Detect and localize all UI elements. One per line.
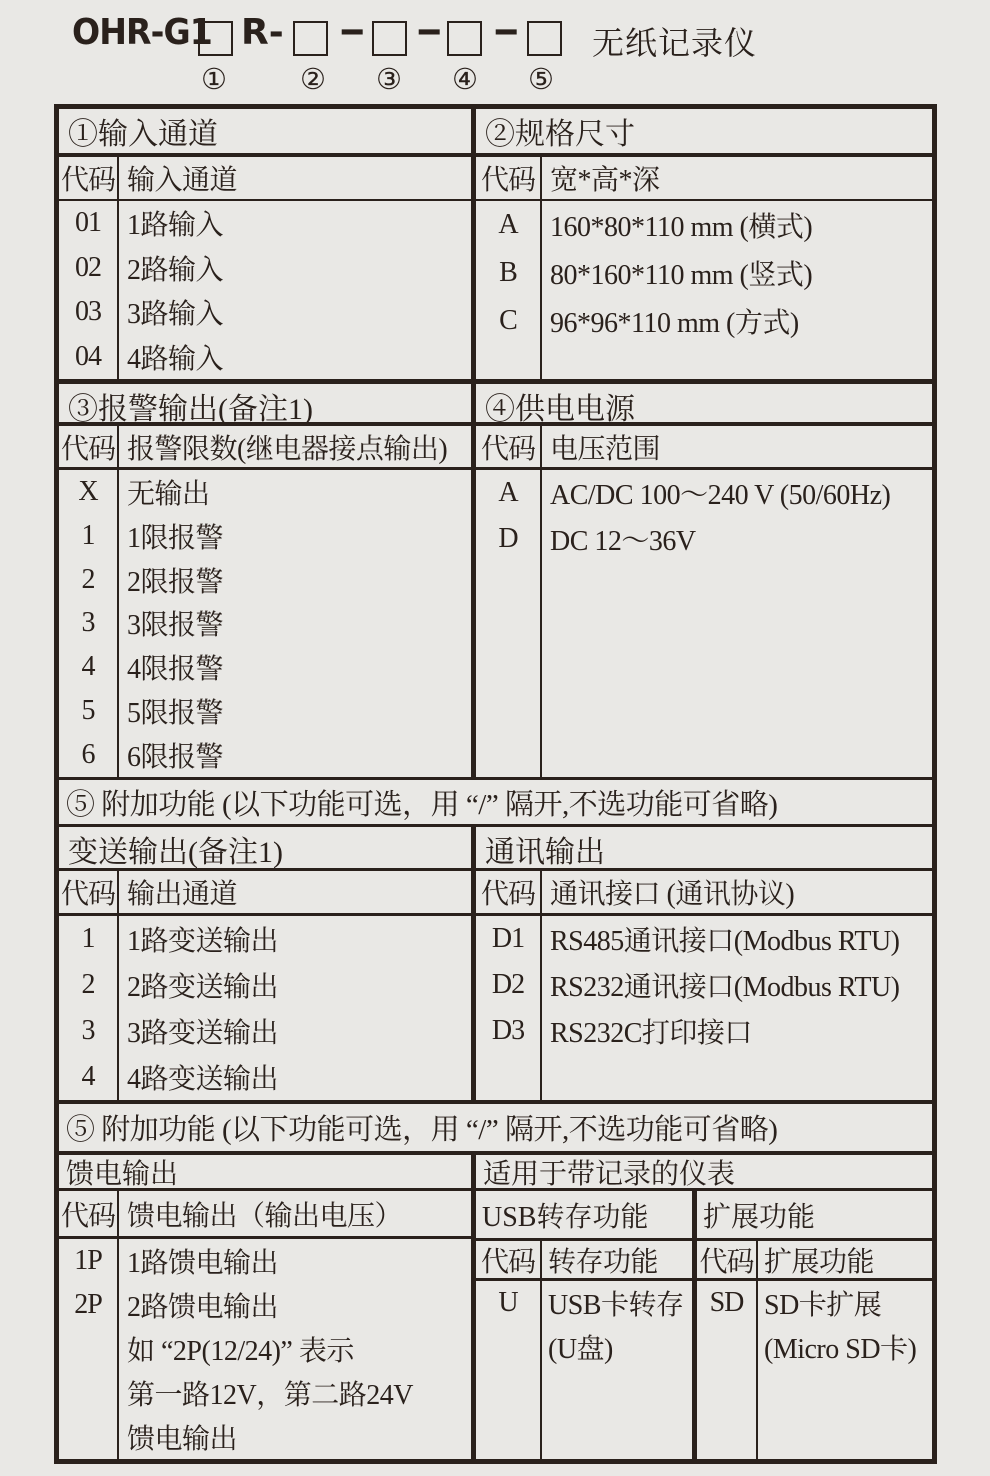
desc-cell: 4路变送输出 xyxy=(127,1064,279,1095)
desc-cell: 3限报警 xyxy=(127,610,224,642)
desc-cell: 160*80*110 mm (横式) xyxy=(550,212,813,243)
column-header-row-2 xyxy=(59,426,932,470)
model-dash-1: - xyxy=(338,10,367,51)
desc-cell: 5限报警 xyxy=(127,698,224,730)
data-row-band-3 xyxy=(59,916,932,1104)
code-header: 代码 xyxy=(480,433,535,465)
desc-cell: 3路变送输出 xyxy=(127,1018,279,1049)
section-title-row-3 xyxy=(59,827,932,871)
code-header: 代码 xyxy=(480,1246,535,1278)
desc-header: 馈电输出（输出电压） xyxy=(127,1200,403,1232)
code-cell: SD xyxy=(709,1287,744,1318)
feed-output-title: 馈电输出 xyxy=(59,1155,471,1191)
code-cell-empty xyxy=(59,1327,117,1371)
sd-expansion-title: 扩展功能 xyxy=(697,1191,932,1241)
code-cell: 2 xyxy=(81,563,95,595)
section-4-title: ④供电电源 xyxy=(471,384,932,428)
banner-text: ⑤ 附加功能 (以下功能可选，用 “/” 隔开,不选功能可省略) xyxy=(66,1114,778,1146)
desc-cell: RS232通讯接口(Modbus RTU) xyxy=(550,972,900,1003)
code-cell: U xyxy=(498,1287,518,1318)
desc-cell: USB卡转存 xyxy=(548,1290,684,1321)
desc-cell: (Micro SD卡) xyxy=(764,1334,917,1365)
desc-header: 电压范围 xyxy=(550,433,661,465)
code-cell: 3 xyxy=(81,607,95,639)
desc-cell: 80*160*110 mm (竖式) xyxy=(550,260,813,291)
code-cell: C xyxy=(499,305,517,336)
data-row-band-1 xyxy=(59,201,932,384)
code-cell: 2P xyxy=(74,1289,102,1320)
code-header: 代码 xyxy=(480,165,535,196)
desc-header: 输出通道 xyxy=(127,879,238,910)
code-cell: D1 xyxy=(491,923,525,954)
note-line: 如 “2P(12/24)” 表示 xyxy=(127,1336,354,1367)
additional-function-banner-2 xyxy=(59,1104,932,1155)
column-header-row-1 xyxy=(59,157,932,201)
code-cell: 5 xyxy=(81,695,95,727)
model-code-line xyxy=(0,0,990,104)
desc-cell: (U盘) xyxy=(548,1334,613,1365)
desc-cell: SD卡扩展 xyxy=(764,1290,882,1321)
code-cell-empty xyxy=(59,1371,117,1415)
model-prefix: OHR-G1 xyxy=(72,12,212,53)
section-2-title: ②规格尺寸 xyxy=(471,109,932,153)
desc-header: 输入通道 xyxy=(127,165,238,196)
code-cell: 6 xyxy=(81,738,95,770)
code-cell: 1 xyxy=(81,923,95,954)
recording-section-title: 适用于带记录的仪表 xyxy=(476,1155,932,1191)
code-cell: A xyxy=(498,209,518,240)
code-cell: D3 xyxy=(491,1015,525,1046)
column-header-row-3 xyxy=(59,871,932,916)
code-cell: 3 xyxy=(81,1015,95,1046)
desc-cell: 2路馈电输出 xyxy=(127,1292,279,1323)
code-cell: 1 xyxy=(81,519,95,551)
desc-cell: 1路馈电输出 xyxy=(127,1248,279,1279)
section-title-row-1 xyxy=(59,109,932,157)
model-option-box-1 xyxy=(198,21,233,56)
desc-header: 转存功能 xyxy=(548,1246,659,1278)
desc-cell: 2限报警 xyxy=(127,566,224,598)
code-header: 代码 xyxy=(699,1246,754,1278)
position-label-2: ② xyxy=(300,64,326,96)
desc-cell: 4限报警 xyxy=(127,654,224,686)
desc-cell: DC 12～36V xyxy=(550,526,696,557)
desc-cell: 1限报警 xyxy=(127,522,224,554)
code-cell: D2 xyxy=(491,969,525,1000)
product-name: 无纸记录仪 xyxy=(592,25,758,61)
transmit-output-title: 变送输出(备注1) xyxy=(68,836,283,869)
code-cell: 03 xyxy=(75,296,101,328)
feed-output-section xyxy=(59,1155,471,1459)
model-option-box-4 xyxy=(447,21,482,56)
desc-cell: 3路输入 xyxy=(127,299,224,331)
desc-cell: 4路输入 xyxy=(127,343,224,375)
model-dash-3: - xyxy=(492,10,521,51)
note-line: 第一路12V，第二路24V xyxy=(127,1380,413,1411)
code-cell-empty xyxy=(59,1415,117,1459)
recording-instrument-section xyxy=(471,1155,932,1459)
comm-output-title: 通讯输出 xyxy=(471,827,932,871)
desc-header: 通讯接口 (通讯协议) xyxy=(550,879,795,910)
code-header: 代码 xyxy=(480,879,535,910)
code-header: 代码 xyxy=(60,1200,115,1232)
code-cell: B xyxy=(499,257,517,288)
position-label-3: ③ xyxy=(376,64,402,96)
desc-header: 报警限数(继电器接点输出) xyxy=(127,433,448,465)
position-label-1: ① xyxy=(201,64,227,96)
code-header: 代码 xyxy=(60,433,115,465)
code-header: 代码 xyxy=(60,165,115,196)
model-option-box-3 xyxy=(372,21,407,56)
additional-function-banner-1 xyxy=(59,780,932,827)
desc-cell: RS485通讯接口(Modbus RTU) xyxy=(550,926,900,957)
usb-transfer-subtable xyxy=(476,1191,697,1459)
code-cell: 04 xyxy=(75,340,101,372)
code-cell: A xyxy=(498,477,518,508)
data-row-band-2 xyxy=(59,470,932,780)
banner-text: ⑤ 附加功能 (以下功能可选，用 “/” 隔开,不选功能可省略) xyxy=(66,788,778,821)
desc-header: 扩展功能 xyxy=(764,1246,875,1278)
desc-cell: 无输出 xyxy=(127,478,210,510)
model-option-box-2 xyxy=(293,21,328,56)
usb-transfer-title: USB转存功能 xyxy=(476,1191,692,1241)
desc-cell: 1路输入 xyxy=(127,210,224,242)
code-cell: 2 xyxy=(81,969,95,1000)
code-cell: X xyxy=(78,475,98,507)
desc-cell: 96*96*110 mm (方式) xyxy=(550,308,799,339)
desc-cell: 2路输入 xyxy=(127,254,224,286)
ordering-code-table xyxy=(54,104,937,1464)
model-segment-r: R- xyxy=(241,12,284,53)
desc-cell: RS232C打印接口 xyxy=(550,1018,752,1049)
desc-cell: 2路变送输出 xyxy=(127,972,279,1003)
code-header: 代码 xyxy=(60,879,115,910)
code-cell: 4 xyxy=(81,1061,95,1092)
code-cell: 1P xyxy=(74,1245,102,1276)
section-3-title: ③报警输出(备注1) xyxy=(68,393,313,426)
sd-expansion-subtable xyxy=(697,1191,932,1459)
code-cell: 4 xyxy=(81,651,95,683)
code-cell: D xyxy=(498,523,518,554)
model-option-box-5 xyxy=(527,21,562,56)
code-cell: 02 xyxy=(75,251,101,283)
section-1-title: ①输入通道 xyxy=(68,118,218,151)
desc-cell: AC/DC 100～240 V (50/60Hz) xyxy=(550,480,891,511)
code-cell: 01 xyxy=(75,207,101,239)
note-line: 馈电输出 xyxy=(127,1424,238,1455)
desc-cell: 1路变送输出 xyxy=(127,926,279,957)
bottom-band xyxy=(59,1155,932,1459)
section-title-row-2 xyxy=(59,384,932,426)
desc-header: 宽*高*深 xyxy=(550,165,660,196)
position-label-4: ④ xyxy=(452,64,478,96)
desc-cell: 6限报警 xyxy=(127,741,224,773)
position-label-5: ⑤ xyxy=(528,64,554,96)
model-dash-2: - xyxy=(415,10,444,51)
